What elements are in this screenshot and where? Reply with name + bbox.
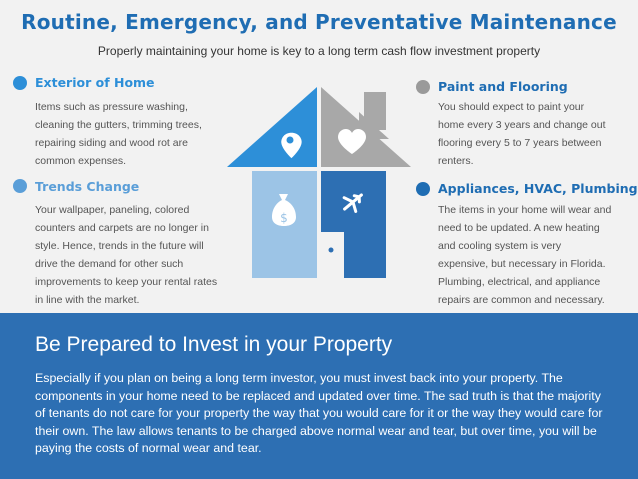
door-knob [329,248,334,253]
appliances-bullet-dot [416,182,430,196]
svg-text:$: $ [280,211,288,225]
page-subtitle: Properly maintaining your home is key to a long term cash flow investment property [97,44,541,58]
trends-body: Your wallpaper, paneling, colored counters and carpets are no longer in style. Hence, trends in the future will drive the demand for other such improvements to keep your rental rates in line with the market. [35,204,218,306]
exterior-bullet-dot [13,76,27,90]
house-illustration [224,82,414,282]
trends-bullet-dot [13,179,27,193]
appliances-body: The items in your home will wear and need to be updated. A new heating and cooling system is very expensive, but necessary in Florida. Plumbing, electrical, and appliance repairs are common and necessary. [438,204,612,306]
house-roof-left [227,87,317,167]
house-door [317,232,344,278]
paint-title: Paint and Flooring [438,79,568,94]
invest-section-title: Be Prepared to Invest in your Property [35,333,393,356]
trends-title: Trends Change [35,179,140,194]
page-title: Routine, Emergency, and Preventative Maintenance [21,10,617,34]
exterior-title: Exterior of Home [35,75,155,90]
invest-section-body: Especially if you plan on being a long term investor, you must invest back into your property. The components in your home need to be replaced and updated over time. The sad truth is that the majority of tenants do not care for your property the way that you would care for it or the way they would care for their own. The law allows tenants to be charged above normal wear and tear, but over time, you will be paying the costs of normal wear and tear. [35,371,603,455]
appliances-title: Appliances, HVAC, Plumbing [438,181,638,196]
exterior-body: Items such as pressure washing, cleaning the gutters, trimming trees, repairing siding and wood rot are common expenses. [35,101,202,167]
paint-bullet-dot [416,80,430,94]
paint-body: You should expect to paint your home every 3 years and change out flooring every 5 to 7 years between renters. [438,101,606,167]
